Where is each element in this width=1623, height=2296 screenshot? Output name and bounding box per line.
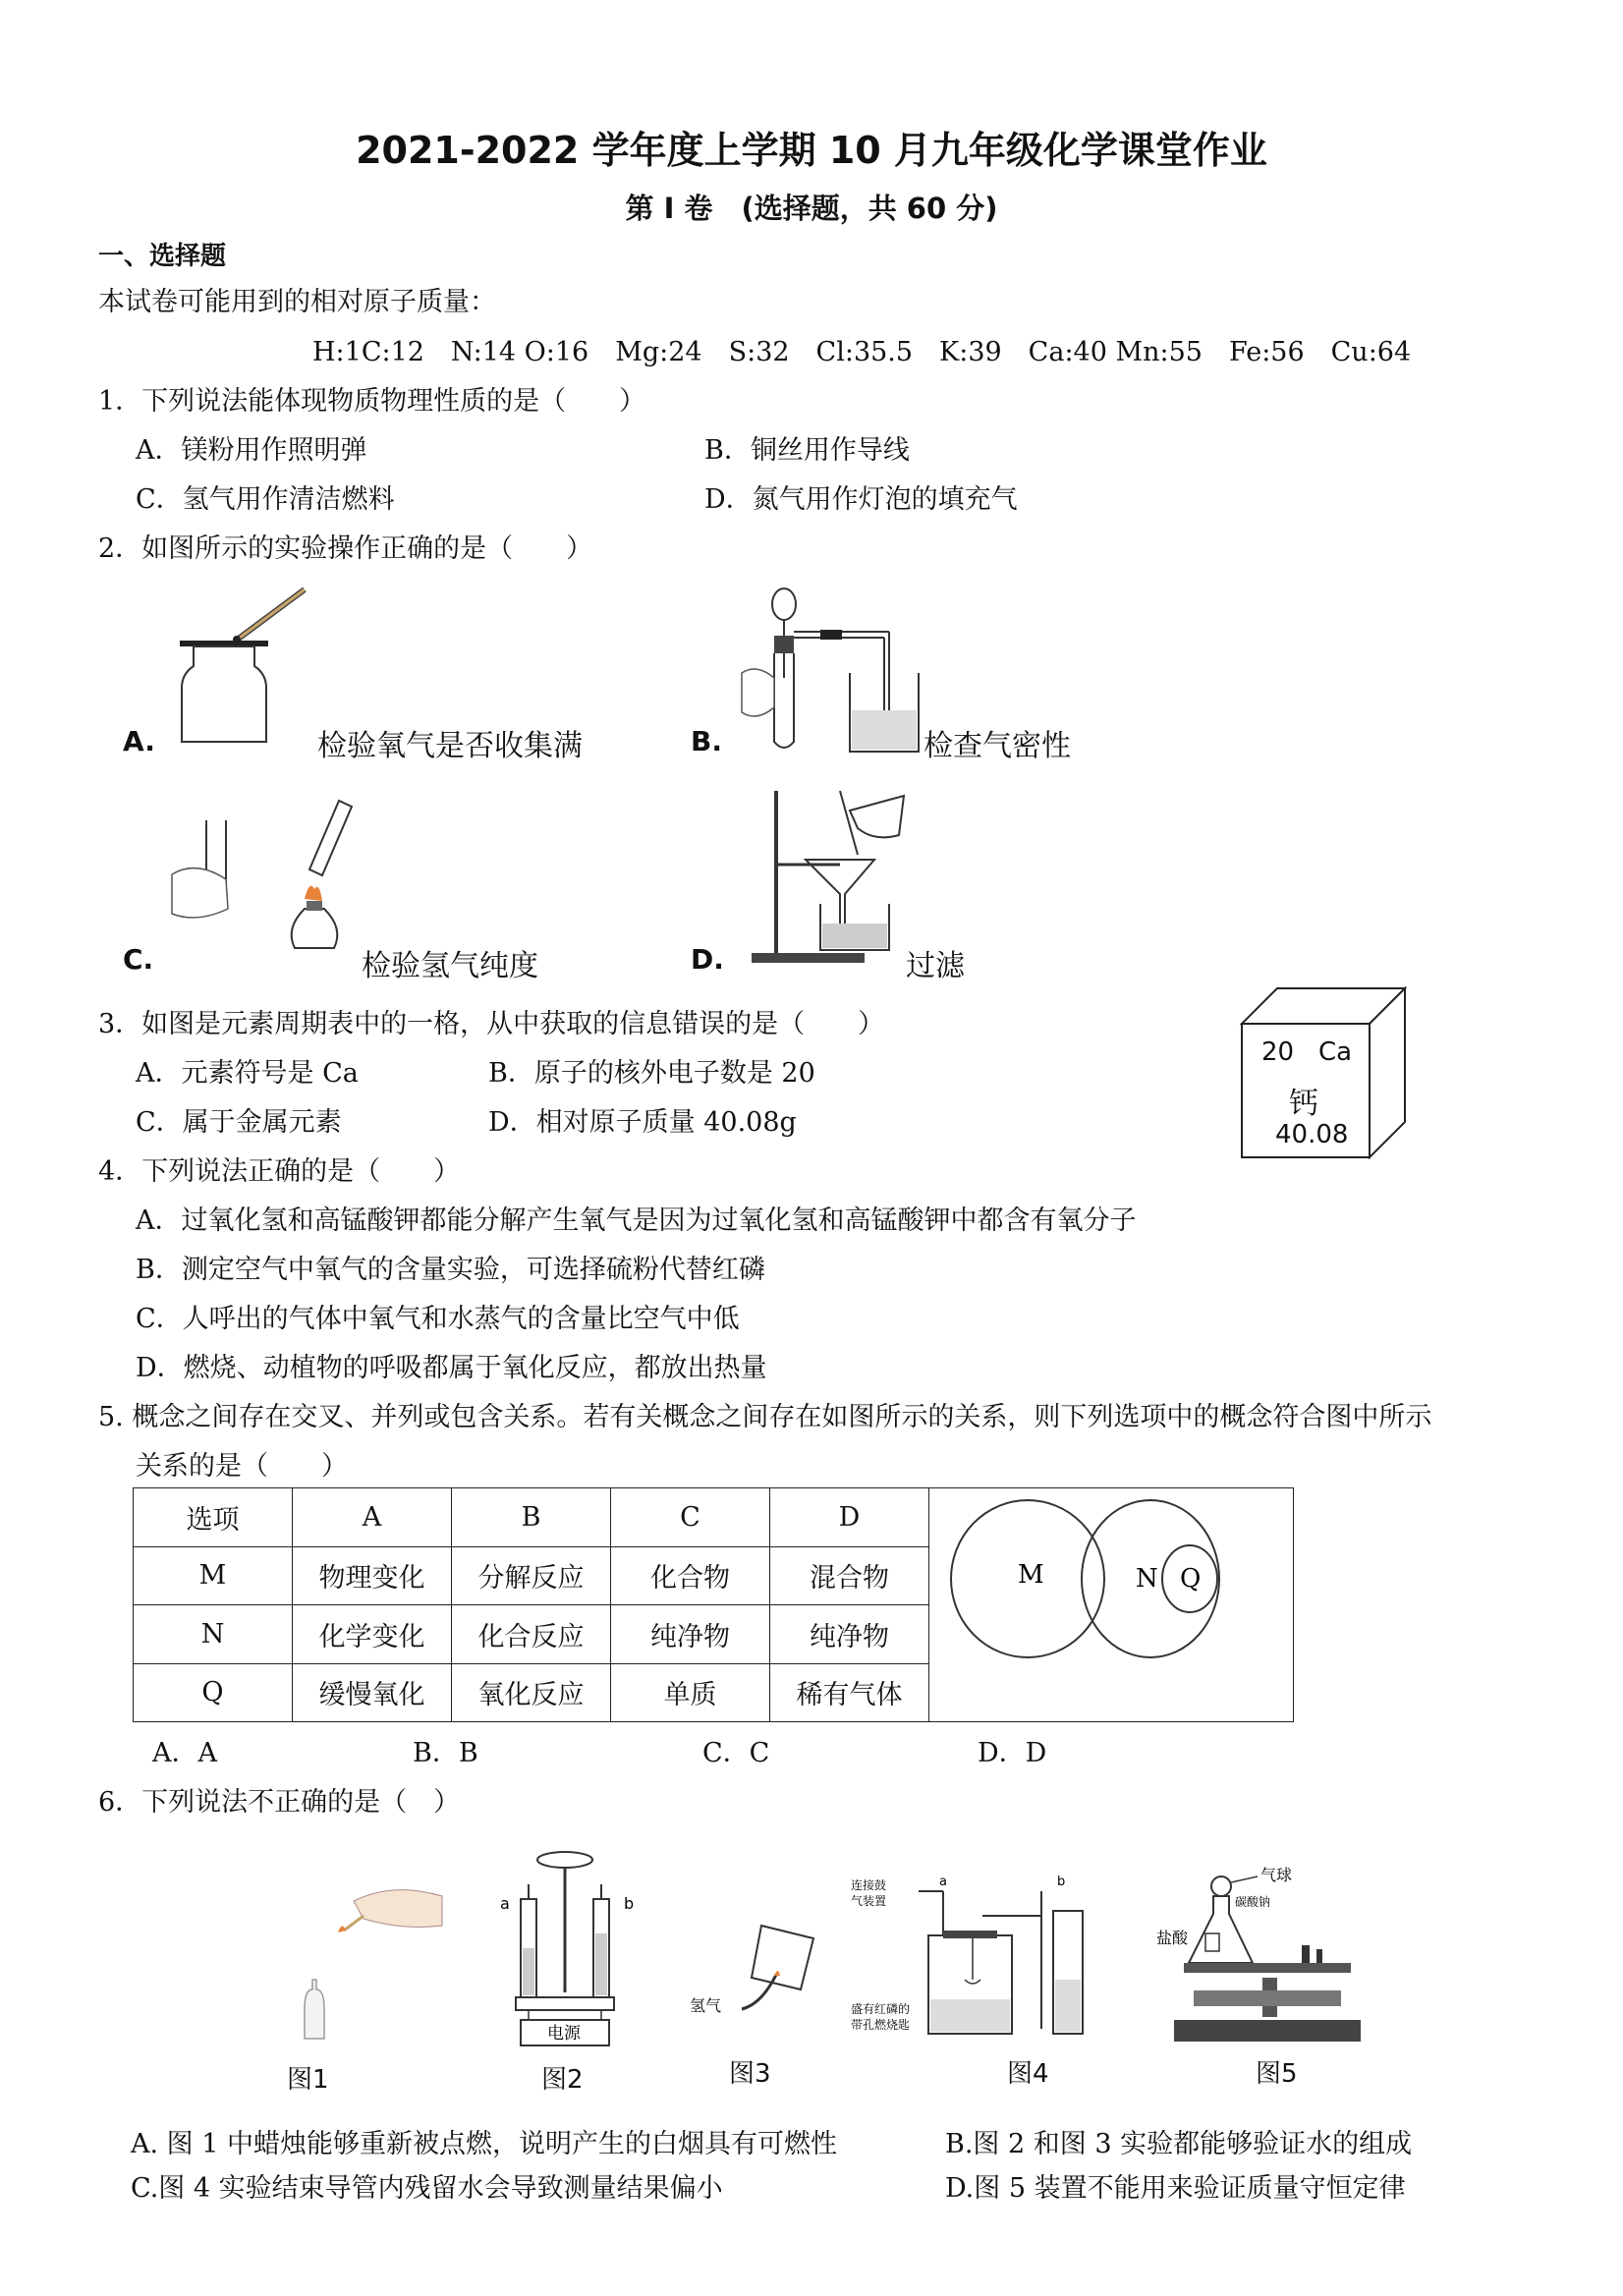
table-cell: 纯净物 xyxy=(611,1605,770,1664)
table-cell: 缓慢氧化 xyxy=(293,1663,452,1722)
paper-subtitle: 第 I 卷 (选择题，共 60 分) xyxy=(625,192,998,225)
q2-option-c-letter[interactable]: C. xyxy=(123,943,154,976)
atomic-mass-list: H:1C:12 N:14 O:16 Mg:24 S:32 Cl:35.5 K:39 Ca:40 Mn:55 Fe:56 Cu:64 xyxy=(312,337,1412,367)
q6-fig3-gas-label: 氢气 xyxy=(690,1996,722,2015)
q2-stem: 2．如图所示的实验操作正确的是（ ） xyxy=(98,533,593,564)
q5-options-table xyxy=(133,1487,1294,1722)
q5-option-c[interactable]: C．C xyxy=(702,1738,770,1768)
section-heading: 一、选择题 xyxy=(98,242,227,271)
table-cell: 氧化反应 xyxy=(452,1663,611,1722)
q2-figure-c-hydrogen-test xyxy=(167,791,364,968)
q6-fig-label-3: 图3 xyxy=(729,2059,771,2089)
venn-diagram-cell xyxy=(929,1488,1294,1722)
q4-option-c[interactable]: C．人呼出的气体中氧气和水蒸气的含量比空气中低 xyxy=(136,1304,740,1334)
q1-option-c[interactable]: C．氢气用作清洁燃料 xyxy=(136,484,395,515)
q2-option-d-caption: 过滤 xyxy=(906,949,965,983)
q4-option-a[interactable]: A．过氧化氢和高锰酸钾都能分解产生氧气是因为过氧化氢和高锰酸钾中都含有氧分子 xyxy=(136,1205,1137,1236)
q5-option-b[interactable]: B．B xyxy=(413,1738,478,1768)
table-header-cell: D xyxy=(770,1488,929,1547)
q1-option-d[interactable]: D．氮气用作灯泡的填充气 xyxy=(704,484,1018,515)
q6-option-c[interactable]: C.图 4 实验结束导管内残留水会导致测量结果偏小 xyxy=(131,2173,723,2204)
q5-option-a[interactable]: A．A xyxy=(152,1738,217,1768)
q6-fig2-label-b: b xyxy=(624,1894,635,1913)
q6-figure-3-hydrogen xyxy=(688,1911,825,2029)
q6-fig2-power-label: 电源 xyxy=(547,2024,581,2044)
q6-fig4-label-b: b xyxy=(1057,1875,1066,1889)
table-cell: N xyxy=(134,1605,293,1664)
venn-label-n: N xyxy=(1136,1564,1158,1594)
q6-fig4-connect-line2: 气装置 xyxy=(851,1894,887,1908)
table-cell: 混合物 xyxy=(770,1546,929,1605)
table-cell: Q xyxy=(134,1663,293,1722)
q6-fig-label-5: 图5 xyxy=(1256,2059,1298,2089)
q6-figure-2-electrolysis xyxy=(486,1845,644,2051)
q6-fig-label-4: 图4 xyxy=(1007,2059,1049,2089)
q2-figure-d-filtration xyxy=(742,781,919,968)
q6-fig4-label-a: a xyxy=(939,1875,947,1889)
table-header-cell: B xyxy=(452,1488,611,1547)
cell-element-symbol: Ca xyxy=(1318,1037,1353,1067)
atomic-mass-intro: 本试卷可能用到的相对原子质量： xyxy=(98,287,496,317)
table-header-cell: A xyxy=(293,1488,452,1547)
cell-atomic-number: 20 xyxy=(1261,1037,1295,1067)
table-header-cell: 选项 xyxy=(134,1488,293,1547)
q2-figure-b-airtight xyxy=(737,585,923,761)
table-cell: 纯净物 xyxy=(770,1605,929,1664)
venn-diagram xyxy=(929,1488,1293,1714)
q2-option-b-caption: 检查气密性 xyxy=(923,729,1071,763)
table-cell: 化合物 xyxy=(611,1546,770,1605)
table-header-row xyxy=(134,1488,1294,1547)
cell-element-name: 钙 xyxy=(1289,1087,1318,1121)
q1-stem: 1．下列说法能体现物质物理性质的是（ ） xyxy=(98,386,646,417)
q5-option-d[interactable]: D．D xyxy=(978,1738,1047,1768)
q2-option-a-caption: 检验氧气是否收集满 xyxy=(317,729,583,763)
q6-stem: 6．下列说法不正确的是（ ） xyxy=(98,1787,461,1818)
cell-atomic-mass: 40.08 xyxy=(1275,1120,1349,1149)
q4-stem: 4．下列说法正确的是（ ） xyxy=(98,1156,461,1187)
q6-figure-4-oxygen-content xyxy=(845,1862,1100,2048)
table-header-cell: C xyxy=(611,1488,770,1547)
q6-option-a[interactable]: A. 图 1 中蜡烛能够重新被点燃，说明产生的白烟具有可燃性 xyxy=(131,2129,838,2159)
table-cell: M xyxy=(134,1546,293,1605)
q1-option-a[interactable]: A．镁粉用作照明弹 xyxy=(136,435,367,466)
q6-fig2-label-a: a xyxy=(500,1894,510,1913)
q6-fig4-connect-line1: 连接鼓 xyxy=(851,1878,887,1892)
q6-fig5-na2co3-label: 碳酸钠 xyxy=(1235,1895,1271,1909)
table-cell: 化学变化 xyxy=(293,1605,452,1664)
q5-stem-line2: 关系的是（ ） xyxy=(136,1451,348,1482)
q3-option-d[interactable]: D．相对原子质量 40.08g xyxy=(488,1107,797,1138)
q2-figure-a-oxygen-jar xyxy=(172,580,339,756)
q3-option-b[interactable]: B．原子的核外电子数是 20 xyxy=(488,1058,815,1089)
q6-option-b[interactable]: B.图 2 和图 3 实验都能够验证水的组成 xyxy=(945,2129,1413,2159)
venn-label-q: Q xyxy=(1180,1564,1202,1594)
q2-option-b-letter[interactable]: B. xyxy=(691,725,722,757)
venn-label-m: M xyxy=(1018,1560,1044,1590)
table-cell: 物理变化 xyxy=(293,1546,452,1605)
q3-option-c[interactable]: C．属于金属元素 xyxy=(136,1107,342,1138)
q6-figure-1-candle xyxy=(295,1872,452,2048)
table-cell: 稀有气体 xyxy=(770,1663,929,1722)
q1-option-b[interactable]: B．铜丝用作导线 xyxy=(704,435,910,466)
q6-fig4-redp-line1: 盛有红磷的 xyxy=(851,2002,911,2016)
table-cell: 分解反应 xyxy=(452,1546,611,1605)
q6-fig5-hcl-label: 盐酸 xyxy=(1156,1929,1189,1947)
table-cell: 化合反应 xyxy=(452,1605,611,1664)
q2-option-a-letter[interactable]: A. xyxy=(123,725,155,757)
q6-option-d[interactable]: D.图 5 装置不能用来验证质量守恒定律 xyxy=(945,2173,1406,2204)
q6-fig-label-2: 图2 xyxy=(541,2065,584,2095)
q3-stem: 3．如图是元素周期表中的一格，从中获取的信息错误的是（ ） xyxy=(98,1009,885,1039)
table-cell: 单质 xyxy=(611,1663,770,1722)
q6-fig4-redp-line2: 带孔燃烧匙 xyxy=(851,2018,911,2032)
q4-option-b[interactable]: B．测定空气中氧气的含量实验，可选择硫粉代替红磷 xyxy=(136,1255,765,1285)
q6-figure-5-balance xyxy=(1154,1865,1371,2051)
q2-option-d-letter[interactable]: D. xyxy=(691,943,724,976)
q3-option-a[interactable]: A．元素符号是 Ca xyxy=(136,1058,359,1089)
page-title: 2021-2022 学年度上学期 10 月九年级化学课堂作业 xyxy=(356,129,1267,172)
q4-option-d[interactable]: D．燃烧、动植物的呼吸都属于氧化反应，都放出热量 xyxy=(136,1353,767,1383)
q6-fig5-balloon-label: 气球 xyxy=(1260,1866,1293,1884)
q5-stem-line1: 5. 概念之间存在交叉、并列或包含关系。若有关概念之间存在如图所示的关系，则下列选项中的概念符合图中所示 xyxy=(98,1402,1432,1432)
q6-fig-label-1: 图1 xyxy=(287,2065,329,2095)
q2-option-c-caption: 检验氢气纯度 xyxy=(362,949,538,983)
